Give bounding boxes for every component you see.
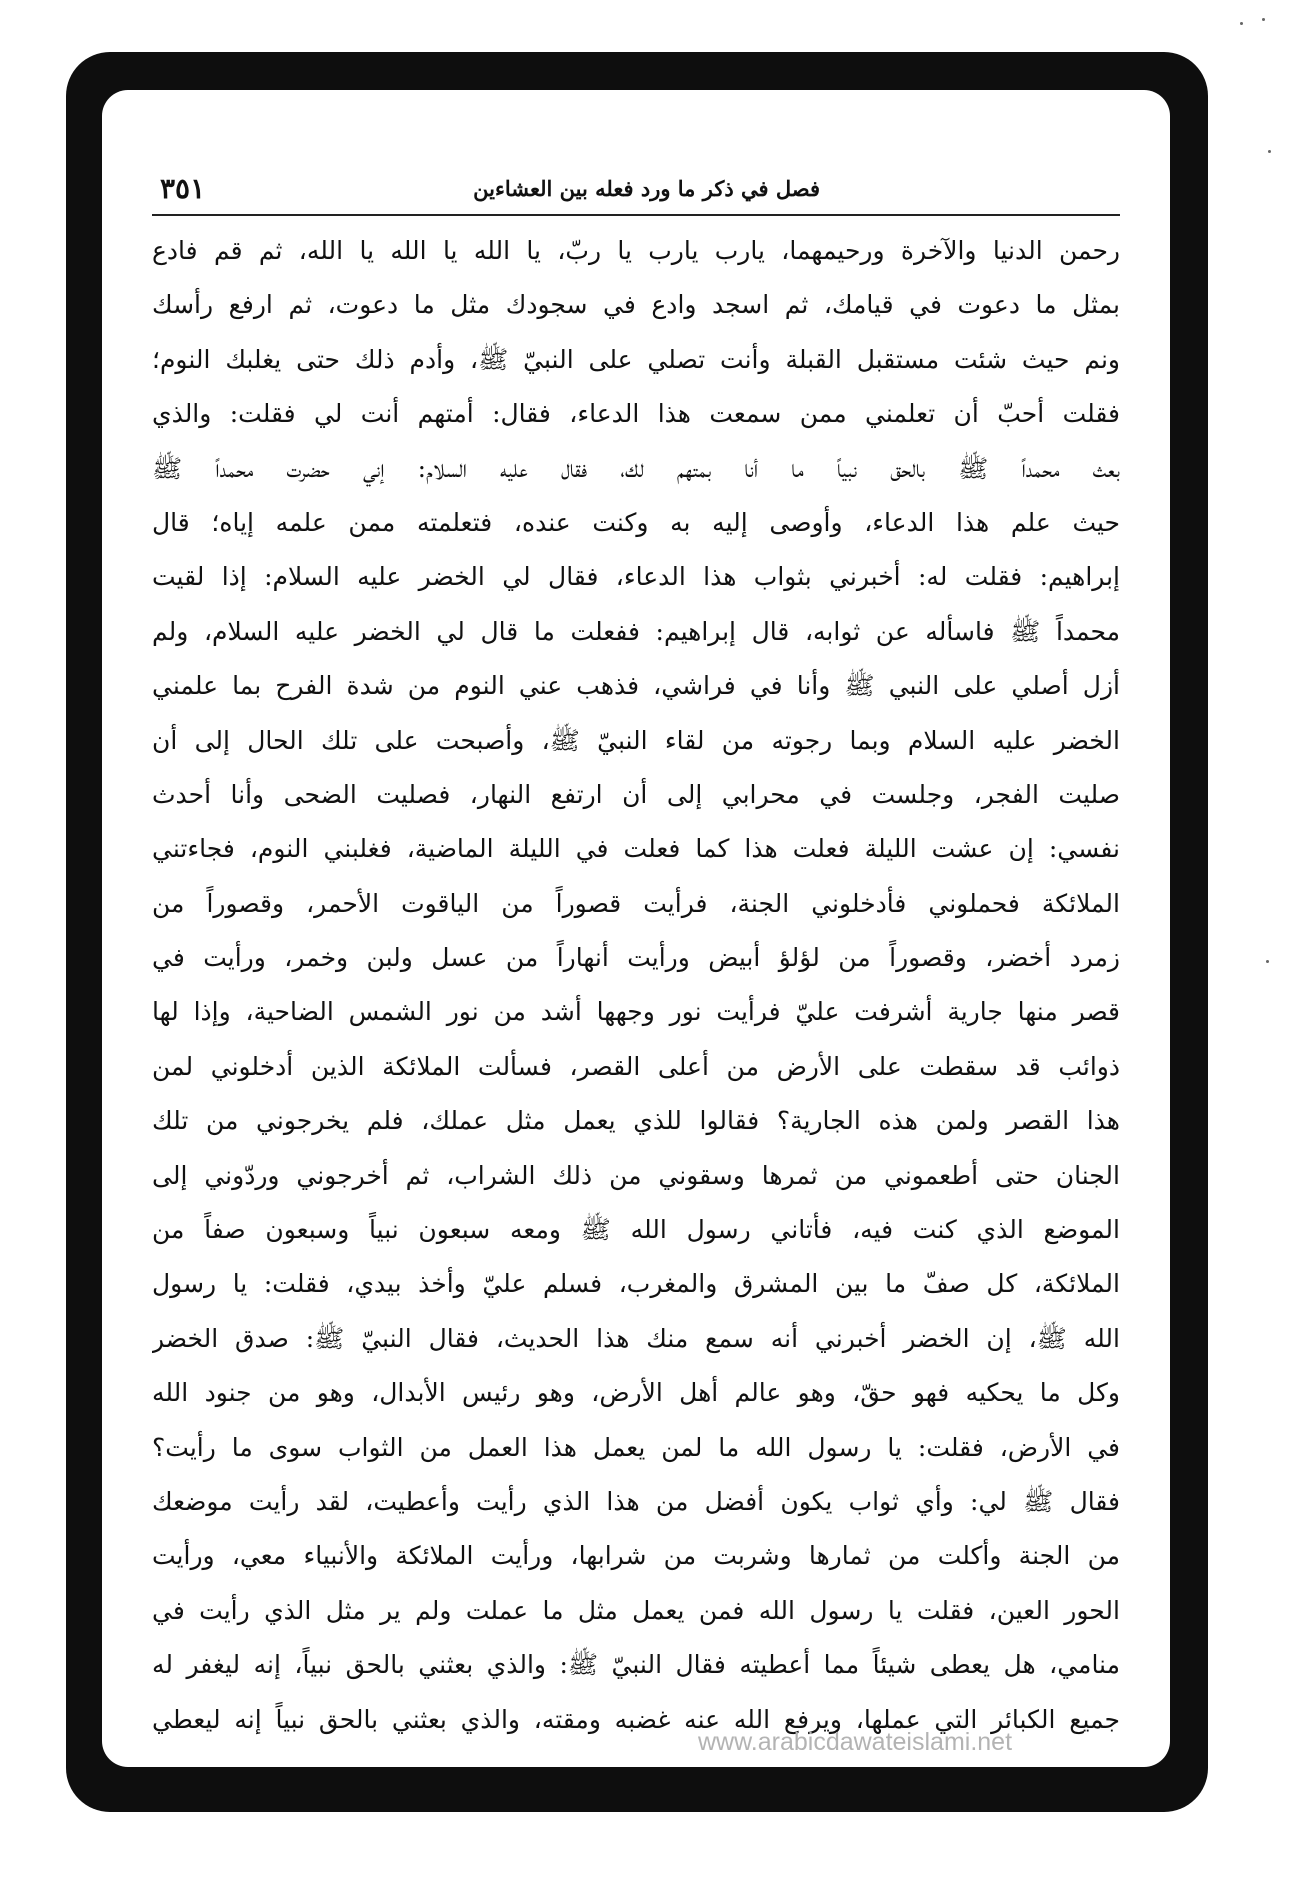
text-line: رحمن الدنيا والآخرة ورحيمهما، يارب يارب يا ربّ، يا الله يا الله يا الله، ثم قم فادع xyxy=(152,236,1120,265)
scan-speck xyxy=(1268,150,1271,153)
text-line: وكل ما يحكيه فهو حقّ، وهو عالم أهل الأرض، وهو رئيس الأبدال، وهو من جنود الله xyxy=(152,1378,1120,1408)
text-line: صليت الفجر، وجلست في محرابي إلى أن ارتفع النهار، فصليت الضحى وأنا أحدث xyxy=(152,779,1120,809)
text-line: زمرد أخضر، وقصوراً من لؤلؤ أبيض ورأيت أنهاراً من عسل ولبن وخمر، ورأيت في xyxy=(152,943,1120,973)
text-line: من الجنة وأكلت من ثمارها وشربت من شرابها، ورأيت الملائكة والأنبياء معي، ورأيت xyxy=(152,1541,1120,1571)
scan-speck xyxy=(1262,18,1265,21)
text-line: الملائكة فحملوني فأدخلوني الجنة، فرأيت قصوراً من الياقوت الأحمر، وقصوراً من xyxy=(152,888,1120,918)
text-line: نفسي: إن عشت الليلة فعلت هذا كما فعلت في الليلة الماضية، فغلبني النوم، فجاءتني xyxy=(152,834,1120,864)
text-line: ذوائب قد سقطت على الأرض من أعلى القصر، فسألت الملائكة الذين أدخلوني لمن xyxy=(152,1051,1120,1081)
text-line: حيث علم هذا الدعاء، وأوصى إليه به وكنت عنده، فتعلمته ممن علمه إياه؛ قال xyxy=(152,507,1120,537)
page-number: ٣٥١ xyxy=(160,172,206,205)
chapter-title: فصل في ذكر ما ورد فعله بين العشاءين xyxy=(473,176,820,201)
text-line: جميع الكبائر التي عملها، ويرفع الله عنه غضبه ومقته، والذي بعثني بالحق نبياً إنه ليعطي xyxy=(152,1704,1120,1734)
running-header xyxy=(152,170,1120,216)
text-line: في الأرض، فقلت: يا رسول الله ما لمن يعمل هذا العمل من الثواب سوى ما رأيت؟ xyxy=(152,1432,1120,1462)
text-line: الخضر عليه السلام وبما رجوته من لقاء النبيّ ﷺ، وأصبحت على تلك الحال إلى أن xyxy=(152,725,1120,755)
watermark-url: www.arabicdawateislami.net xyxy=(698,1728,1013,1756)
scan-speck xyxy=(1266,960,1269,963)
text-line: محمداً ﷺ فاسأله عن ثوابه، قال إبراهيم: ففعلت ما قال لي الخضر عليه السلام، ولم xyxy=(152,616,1120,646)
text-line: الحور العين، فقلت يا رسول الله فمن يعمل مثل ما عملت ولم ير مثل الذي رأيت في xyxy=(152,1595,1120,1625)
text-line: فقلت أحبّ أن تعلمني ممن سمعت هذا الدعاء، فقال: أمتهم أنت لي فقلت: والذي xyxy=(152,399,1120,429)
scan-speck xyxy=(1240,22,1243,25)
text-line: أزل أصلي على النبي ﷺ وأنا في فراشي، فذهب عني النوم من شدة الفرح بما علمني xyxy=(152,671,1120,701)
text-line: فقال ﷺ لي: وأي ثواب يكون أفضل من هذا الذي رأيت وأعطيت، لقد رأيت موضعك xyxy=(152,1486,1120,1516)
text-line: الموضع الذي كنت فيه، فأتاني رسول الله ﷺ ومعه سبعون نبياً وسبعون صفاً من xyxy=(152,1215,1120,1245)
text-line: بمثل ما دعوت في قيامك، ثم اسجد وادع في سجودك مثل ما دعوت، ثم ارفع رأسك xyxy=(152,290,1120,320)
text-line: قصر منها جارية أشرفت عليّ فرأيت نور وجهها أشد من نور الشمس الضاحية، وإذا لها xyxy=(152,997,1120,1027)
text-line: منامي، هل يعطى شيئاً مما أعطيته فقال النبيّ ﷺ: والذي بعثني بالحق نبياً، إنه ليغفر له xyxy=(152,1650,1120,1680)
text-line: الجنان حتى أطعموني من ثمرها وسقوني من ذلك الشراب، ثم أخرجوني وردّوني إلى xyxy=(152,1160,1120,1190)
text-line: ونم حيث شئت مستقبل القبلة وأنت تصلي على النبيّ ﷺ، وأدم ذلك حتى يغلبك النوم؛ xyxy=(152,344,1120,374)
text-line: الملائكة، كل صفّ ما بين المشرق والمغرب، فسلم عليّ وأخذ بيدي، فقلت: يا رسول xyxy=(152,1269,1120,1299)
text-line: إبراهيم: فقلت له: أخبرني بثواب هذا الدعاء، فقال لي الخضر عليه السلام: إذا لقيت xyxy=(152,562,1120,592)
text-line: الله ﷺ، إن الخضر أخبرني أنه سمع منك هذا الحديث، فقال النبيّ ﷺ: صدق الخضر xyxy=(152,1323,1120,1353)
body-text xyxy=(152,224,1120,1747)
text-line: بعث محمداً ﷺ بالحق نبياً ما أنا بمتهم لك، فقال عليه السلام: إني حضرت محمداً ﷺ xyxy=(152,453,1120,483)
book-page xyxy=(102,90,1170,1767)
text-line: هذا القصر ولمن هذه الجارية؟ فقالوا للذي يعمل مثل عملك، فلم يخرجوني من تلك xyxy=(152,1106,1120,1136)
